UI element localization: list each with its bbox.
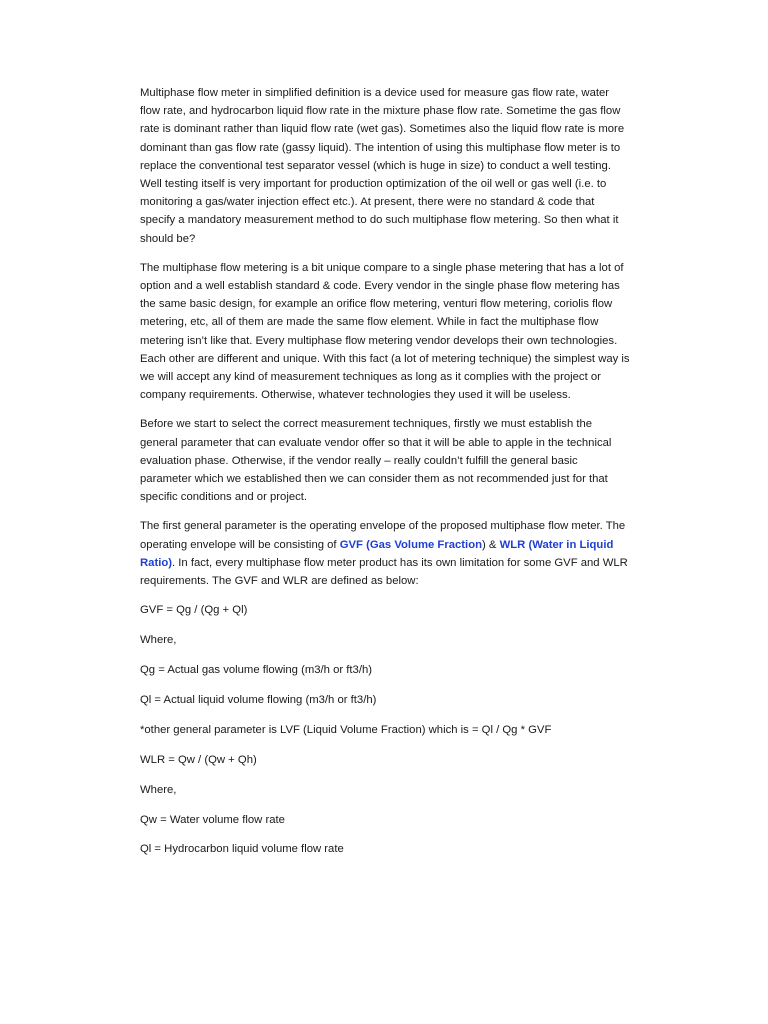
wlr-highlight: WLR (Water in Liquid Ratio) [140, 538, 614, 569]
lvf-note: *other general parameter is LVF (Liquid Volume Fraction) which is = Ql / Qg * GVF [140, 723, 552, 736]
gvf-formula: GVF = Qg / (Qg + Ql) [140, 604, 248, 617]
envelope-text-before: The first general parameter is the operating envelope of the proposed multiphase flow meter. The operating envelope will be consisting of [140, 520, 626, 551]
qw-definition: Qw = Water volume flow rate [140, 813, 285, 826]
wlr-formula: WLR = Qw / (Qw + Qh) [140, 753, 257, 766]
where-label: Where, [140, 634, 177, 647]
paragraph-single-phase: The multiphase flow metering is a bit unique compare to a single phase metering that has a lot of option and a well establish standard & code. Every vendor in the single phase flow metering has the same basic design, for example an orifice flow metering, venturi flow metering, coriolis flow metering, etc, all of them are made the same flow element. While in fact the multiphase flow metering isn’t like that. Every multiphase flow metering vendor develops their own technologies. Each other are different and unique. With this fact (a lot of metering technique) the simplest way is we will accept any kind of measurement techniques as long as it complies with the project or company requirements. Otherwise, whatever technologies they used it will be useless. [140, 261, 630, 402]
envelope-text-mid: ) & [482, 538, 500, 551]
qg-definition: Qg = Actual gas volume flowing (m3/h or ft3/h) [140, 664, 373, 677]
paragraph-evaluation: Before we start to select the correct measurement techniques, firstly we must establish the general parameter that can evaluate vendor offer so that it will be able to apple in the technical evaluation phase. Otherwise, if the vendor really – really couldn’t fulfill the general basic parameter which we established then we can consider them as not recommended just for that specific conditions and or project. [140, 418, 612, 504]
envelope-text-after: . In fact, every multiphase flow meter product has its own limitation for some GVF and WLR requirements. The GVF and WLR are defined as below: [140, 556, 628, 588]
qh-definition: Ql = Hydrocarbon liquid volume flow rate [140, 843, 344, 856]
document-page [140, 84, 632, 870]
paragraph-intro: Multiphase flow meter in simplified definition is a device used for measure gas flow rate, water flow rate, and hydrocarbon liquid flow rate in the mixture phase flow rate. Sometime the gas flow rate is dominant rather than liquid flow rate (wet gas). Sometimes also the liquid flow rate is more dominant than gas flow rate (gassy liquid). The intention of using this multiphase flow meter is to replace the conventional test separator vessel (which is huge in size) to conduct a well testing. Well testing itself is very important for production optimization of the oil well or gas well (i.e. to monitoring a gas/water injection effect etc.). At present, there were no standard & code that specify a mandatory measurement method to do such multiphase flow metering. So then what it should be? [140, 87, 625, 245]
gvf-highlight: GVF (Gas Volume Fraction [339, 538, 482, 551]
paragraph-operating-envelope [140, 517, 632, 590]
where-label: Where, [140, 783, 177, 796]
ql-definition: Ql = Actual liquid volume flowing (m3/h or ft3/h) [140, 693, 377, 706]
